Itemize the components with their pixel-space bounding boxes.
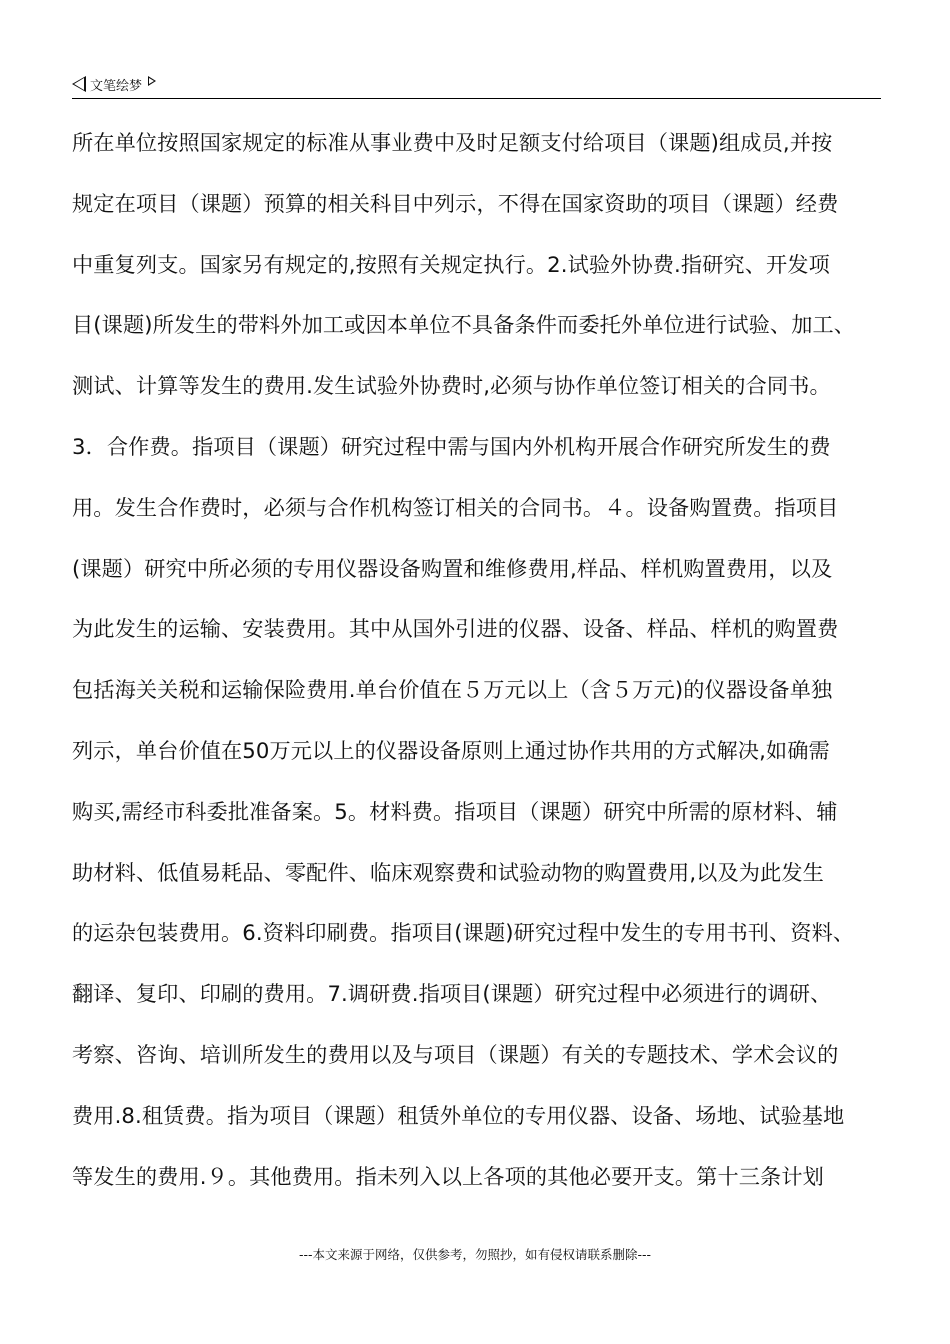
- body-line: 中重复列支。国家另有规定的,按照有关规定执行。2.试验外协费.指研究、开发项: [72, 251, 830, 277]
- body-line: 助材料、低值易耗品、零配件、临床观察费和试验动物的购置费用,以及为此发生: [72, 859, 824, 885]
- body-line: 所在单位按照国家规定的标准从事业费中及时足额支付给项目（课题)组成员,并按: [72, 130, 833, 155]
- body-line: 翻译、复印、印刷的费用。7.调研费.指项目(课题）研究过程中必须进行的调研、: [72, 981, 832, 1007]
- body-line: 规定在项目（课题）预算的相关科目中列示，不得在国家资助的项目（课题）经费: [72, 190, 839, 216]
- right-triangle-icon: [148, 76, 156, 86]
- body-line: 的运杂包装费用。6.资料印刷费。指项目(课题)研究过程中发生的专用书刊、资料、: [72, 920, 855, 946]
- header-row: [72, 72, 881, 96]
- body-line: 目(课题)所发生的带料外加工或因本单位不具备条件而委托外单位进行试验、加工、: [72, 312, 856, 338]
- body-line: 用。发生合作费时，必须与合作机构签订相关的合同书。４。设备购置费。指项目: [72, 494, 839, 520]
- body-line: 为此发生的运输、安装费用。其中从国外引进的仪器、设备、样品、样机的购置费: [72, 616, 839, 642]
- document-body: [72, 120, 884, 1214]
- body-line: 购买,需经市科委批准备案。5。材料费。指项目（课题）研究中所需的原材料、辅: [72, 798, 838, 824]
- body-line: 包括海关关税和运输保险费用.单台价值在５万元以上（含５万元)的仪器设备单独: [72, 677, 833, 703]
- body-line: 考察、咨询、培训所发生的费用以及与项目（课题）有关的专题技术、学术会议的: [72, 1041, 839, 1067]
- page-header: [72, 72, 881, 99]
- body-line: 3．合作费。指项目（课题）研究过程中需与国内外机构开展合作研究所发生的费: [72, 433, 831, 459]
- left-triangle-icon: [72, 76, 86, 92]
- body-line: 测试、计算等发生的费用.发生试验外协费时,必须与协作单位签订相关的合同书。: [72, 373, 831, 399]
- body-line: (课题）研究中所必须的专用仪器设备购置和维修费用,样品、样机购置费用，以及: [72, 555, 833, 581]
- body-line: 费用.8.租赁费。指为项目（课题）租赁外单位的专用仪器、设备、场地、试验基地: [72, 1102, 845, 1128]
- header-title: 文笔绘梦: [90, 78, 143, 94]
- body-line: 列示，单台价值在50万元以上的仪器设备原则上通过协作共用的方式解决,如确需: [72, 737, 830, 763]
- page-footer: ---本文来源于网络，仅供参考，勿照抄，如有侵权请联系删除---: [298, 1247, 652, 1262]
- body-line: 等发生的费用.９。其他费用。指未列入以上各项的其他必要开支。第十三条计划: [72, 1163, 824, 1189]
